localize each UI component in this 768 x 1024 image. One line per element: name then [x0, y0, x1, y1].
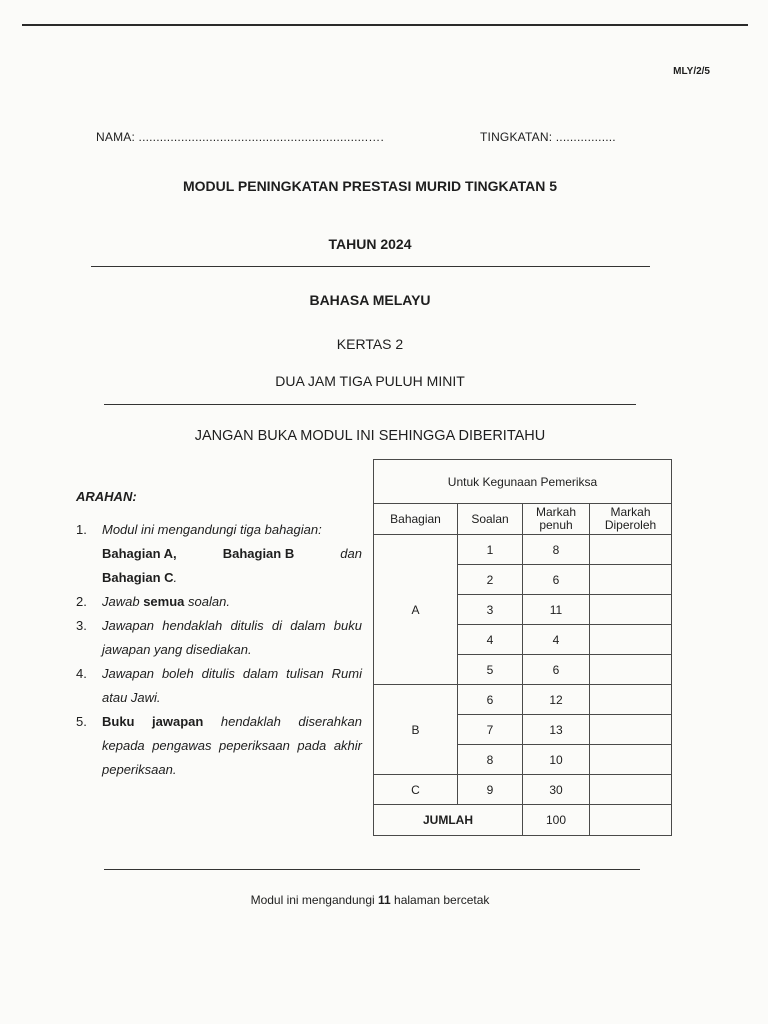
conjunction: dan — [340, 546, 362, 561]
total-obtained-cell — [590, 805, 672, 836]
form-field: TINGKATAN: ................. — [480, 130, 616, 144]
marks-obtained-cell — [590, 715, 672, 745]
instruction-text: hendaklah diserahkan kepada pengawas peperiksaan pada akhir peperiksaan. — [102, 714, 362, 777]
full-marks: 11 — [523, 595, 590, 625]
paper-code: MLY/2/5 — [673, 66, 710, 77]
marks-obtained-cell — [590, 745, 672, 775]
question-number: 4 — [458, 625, 523, 655]
marks-obtained-cell — [590, 655, 672, 685]
instructions-title: ARAHAN: — [76, 489, 137, 504]
instruction-item — [76, 710, 362, 782]
table-title: Untuk Kegunaan Pemeriksa — [374, 460, 672, 504]
instruction-sections — [102, 542, 362, 566]
instruction-text: Jawapan boleh ditulis dalam tulisan Rumi atau Jawi. — [102, 666, 362, 705]
instruction-bold: semua — [143, 594, 185, 609]
section-b-label: Bahagian B — [222, 546, 295, 561]
module-title: MODUL PENINGKATAN PRESTASI MURID TINGKATAN 5 — [182, 178, 558, 194]
marks-obtained-cell — [590, 565, 672, 595]
column-header: Markah Diperoleh — [590, 504, 672, 535]
question-number: 7 — [458, 715, 523, 745]
full-marks: 13 — [523, 715, 590, 745]
full-marks: 6 — [523, 565, 590, 595]
instruction-text: Jawapan hendaklah ditulis di dalam buku jawapan yang disediakan. — [102, 618, 362, 657]
footer-text: halaman bercetak — [390, 893, 490, 907]
item-number: 2. — [76, 594, 87, 609]
question-number: 8 — [458, 745, 523, 775]
item-number: 3. — [76, 618, 87, 633]
total-label: JUMLAH — [374, 805, 523, 836]
marks-obtained-cell — [590, 625, 672, 655]
page-count: 11 — [378, 893, 391, 907]
column-header: Soalan — [458, 504, 523, 535]
section-a-label: Bahagian A, — [102, 546, 177, 561]
duration: DUA JAM TIGA PULUH MINIT — [275, 373, 465, 389]
name-field: NAMA: .................................................................…. — [96, 130, 384, 144]
question-number: 5 — [458, 655, 523, 685]
question-number: 9 — [458, 775, 523, 805]
top-rule — [22, 24, 748, 26]
instruction-text: Modul ini mengandungi tiga bahagian: — [102, 522, 322, 537]
marks-obtained-cell — [590, 535, 672, 565]
marks-obtained-cell — [590, 595, 672, 625]
section-label: B — [374, 685, 458, 775]
full-stop: . — [173, 570, 178, 585]
full-marks: 30 — [523, 775, 590, 805]
instruction-text: soalan. — [184, 594, 230, 609]
full-marks: 12 — [523, 685, 590, 715]
year-heading: TAHUN 2024 — [328, 236, 412, 252]
section-label: C — [374, 775, 458, 805]
instruction-text: Jawab — [102, 594, 144, 609]
full-marks: 10 — [523, 745, 590, 775]
instruction-bold: Buku jawapan — [102, 714, 204, 729]
section-c-label: Bahagian C — [102, 570, 174, 585]
subject-heading: BAHASA MELAYU — [309, 292, 431, 308]
marks-obtained-cell — [590, 775, 672, 805]
examiner-marks-table — [373, 459, 672, 836]
page-count-note — [0, 893, 740, 907]
full-marks: 4 — [523, 625, 590, 655]
marks-obtained-cell — [590, 685, 672, 715]
divider — [104, 404, 636, 405]
paper-number: KERTAS 2 — [336, 336, 404, 352]
item-number: 5. — [76, 714, 87, 729]
instruction-item — [76, 590, 362, 614]
column-header: Bahagian — [374, 504, 458, 535]
instructions-list — [76, 518, 362, 782]
item-number: 4. — [76, 666, 87, 681]
full-marks: 6 — [523, 655, 590, 685]
question-number: 3 — [458, 595, 523, 625]
instruction-item — [76, 614, 362, 662]
section-label: A — [374, 535, 458, 685]
question-number: 1 — [458, 535, 523, 565]
instruction-item — [76, 662, 362, 710]
full-marks: 8 — [523, 535, 590, 565]
question-number: 2 — [458, 565, 523, 595]
total-full-marks: 100 — [523, 805, 590, 836]
do-not-open-warning: JANGAN BUKA MODUL INI SEHINGGA DIBERITAHU — [194, 428, 546, 444]
item-number: 1. — [76, 522, 87, 537]
divider — [104, 869, 640, 870]
question-number: 6 — [458, 685, 523, 715]
divider — [91, 266, 650, 267]
instruction-item — [76, 518, 362, 590]
footer-text: Modul ini mengandungi — [250, 893, 378, 907]
column-header: Markah penuh — [523, 504, 590, 535]
